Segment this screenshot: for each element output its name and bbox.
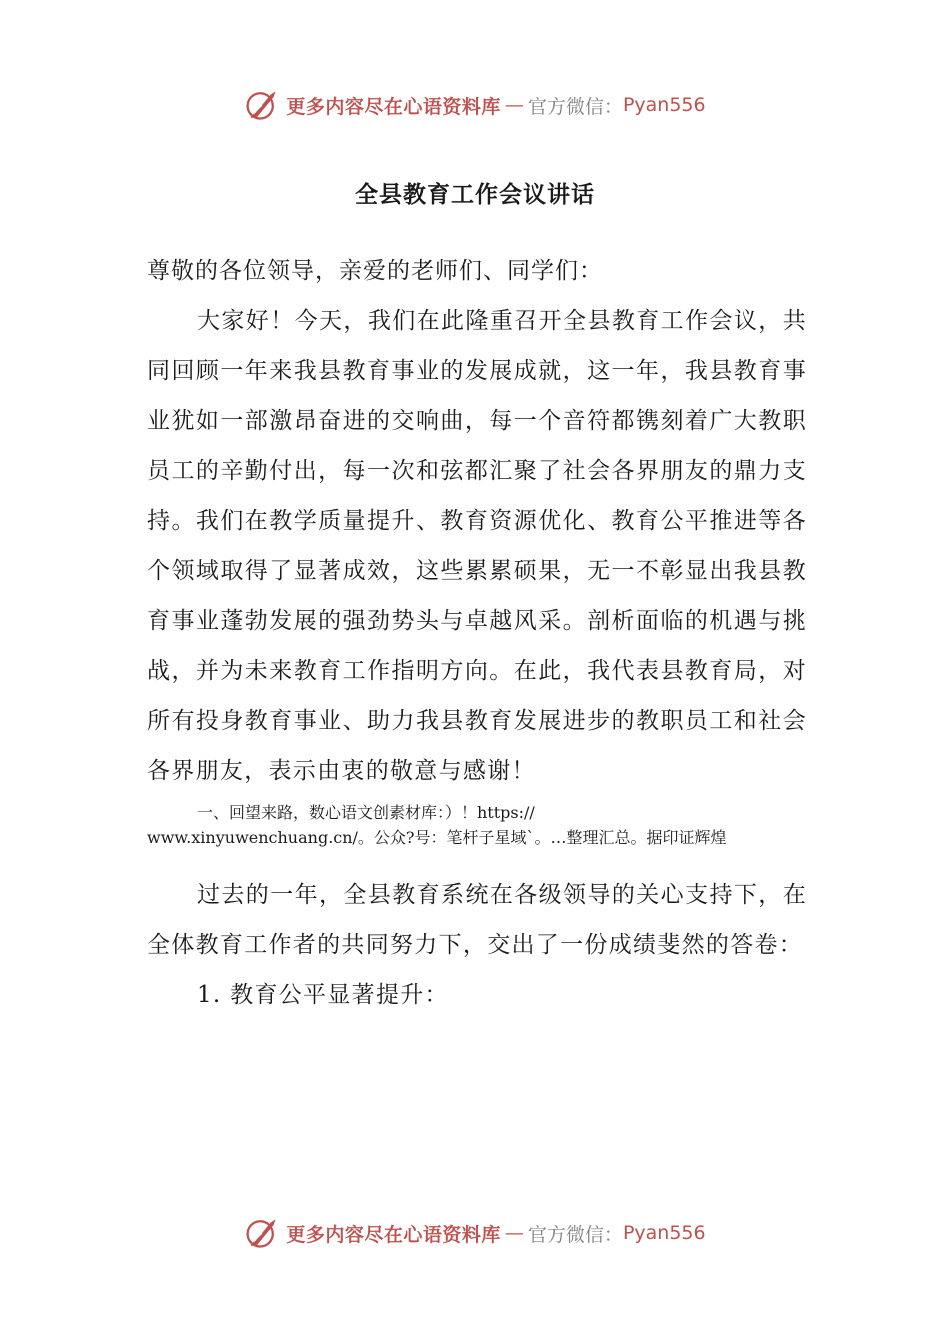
footer-banner bbox=[0, 1208, 950, 1258]
document-body bbox=[147, 246, 807, 1020]
section-note-line-2: www.xinyuwenchuang.cn/。公众?号：笔杆子星域`。…整理汇总。据印证辉煌 bbox=[147, 828, 727, 847]
list-item: 1. 教育公平显著提升： bbox=[197, 982, 449, 1008]
banner-main-text: 更多内容尽在心语资料库 bbox=[286, 1223, 501, 1246]
banner-sub-text: 官方微信： bbox=[527, 95, 623, 118]
banner-wechat-id: Pyan556 bbox=[622, 1222, 706, 1244]
banner-dash: — bbox=[504, 94, 524, 116]
banner-main-text: 更多内容尽在心语资料库 bbox=[286, 95, 501, 118]
paragraph-intro: 大家好！今天，我们在此隆重召开全县教育工作会议，共同回顾一年来我县教育事业的发展成就，这一年，我县教育事业犹如一部激昂奋进的交响曲，每一个音符都镌刻着广大教职员工的辛勤付出，每一次和弦都汇聚了社会各界朋友的鼎力支持。我们在教学质量提升、教育资源优化、教育公平推进等各个领域取得了显著成效，这些累累硕果，无一不彰显出我县教育事业蓬勃发展的强劲势头与卓越风采。剖析面临的机遇与挑战，并为未来教育工作指明方向。在此，我代表县教育局，对所有投身教育事业、助力我县教育发展进步的教职员工和社会各界朋友，表示由衷的敬意与感谢！ bbox=[147, 308, 807, 784]
quill-pen-icon bbox=[244, 87, 280, 123]
section-note-line-1: 一、回望来路，数心语文创素材库：）！https:// bbox=[197, 803, 535, 822]
greeting: 尊敬的各位领导，亲爱的老师们、同学们： bbox=[147, 258, 603, 284]
banner-dash: — bbox=[504, 1222, 524, 1244]
header-banner bbox=[0, 80, 950, 130]
document-title: 全县教育工作会议讲话 bbox=[355, 181, 595, 208]
banner-sub-text: 官方微信： bbox=[527, 1223, 623, 1246]
banner-wechat-id: Pyan556 bbox=[622, 94, 706, 116]
section-heading-note bbox=[147, 796, 807, 870]
quill-pen-icon bbox=[244, 1215, 280, 1251]
paragraph-review: 过去的一年，全县教育系统在各级领导的关心支持下，在全体教育工作者的共同努力下，交出了一份成绩斐然的答卷： bbox=[147, 882, 807, 958]
